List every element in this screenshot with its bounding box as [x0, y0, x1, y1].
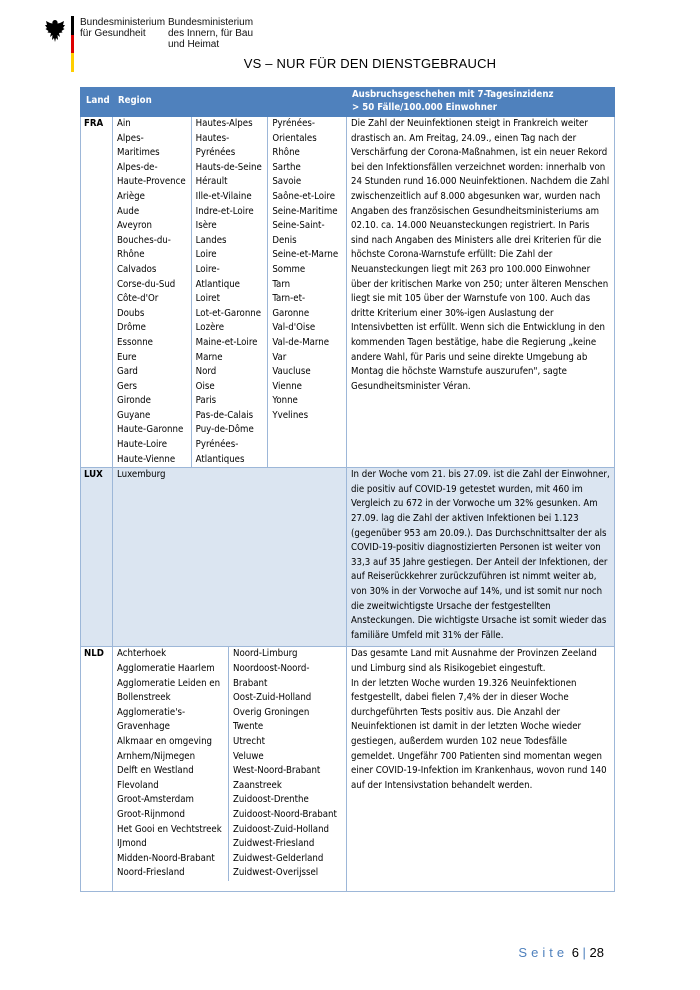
region-item: Oost-Zuid-Holland — [233, 692, 312, 704]
region-column — [191, 117, 268, 467]
region-item: Yonne — [272, 395, 298, 407]
region-item: Corse-du-Sud — [117, 278, 176, 290]
region-item: Arnhem/Nijmegen — [117, 750, 196, 762]
current-page: 6 — [571, 945, 579, 960]
region-column — [228, 647, 346, 881]
region-item: Noord-Friesland — [117, 867, 185, 879]
region-item: Midden-Noord-Brabant — [117, 852, 215, 864]
region-item: Puy-de-Dôme — [195, 424, 254, 436]
region-name: Luxemburg — [117, 469, 166, 481]
region-item: Haute-Garonne — [117, 424, 184, 436]
region-item: Haute-Loire — [117, 439, 168, 451]
flag-stripe-red — [71, 35, 74, 54]
region-item: Doubs — [117, 307, 145, 319]
region-item: Sarthe — [272, 161, 301, 173]
region-item: Marne — [195, 351, 223, 363]
region-item: Alpes-de- — [117, 161, 158, 173]
outbreak-text: Die Zahl der Neuinfektionen steigt in Frankreich weiter drastisch an. Am Freitag, 24.09., einen Tag nach der Verschärfung der Corona-Maßnahmen, ist ein neuer Rekord bei den Infektionsfällen verzeichnet worden: innerhalb von 24 Stunden rund 16.000 Neuinfektionen. Nachdem die Zahl zwischenzeitlich auf 8.000 abgesunken war, wurden nach Angaben des französischen Gesundheitsministeriums am 02.10. ca. 14.000 Neuansteckungen registriert. In Paris sind nach Angaben des Ministers alle drei Kriterien für die höchste Corona-Warnstufe erfüllt: Die Zahl der Neuansteckungen liegt mit 263 pro 100.000 Einwohner über der kritischen Marke von 250; unter älteren Menschen liegt sie mit 105 über der Warnstufe von 100. Auch das dritte Kriterium einer 30%-igen Auslastung der Intensivbetten ist erfüllt. Wenn sich die Entwicklung in den kommenden Tagen bestätige, habe die Regierung „keine andere Wahl, für Paris und seine direkte Umgebung ab Montag die höchste Warnstufe auszurufen", sagte Gesundheitsminister Véran. — [351, 118, 613, 392]
region-item: Ain — [117, 118, 131, 129]
region-item: Ariège — [117, 190, 145, 202]
region-item: Hautes-Alpes — [195, 118, 253, 129]
region-item: Somme — [272, 263, 306, 275]
region-item: Atlantique — [195, 278, 240, 290]
region-item: Aude — [117, 205, 140, 217]
region-item: Hautes- — [195, 132, 230, 144]
table-row-nld — [81, 647, 615, 892]
region-item: Yvelines — [272, 409, 309, 421]
region-item: Overig Groningen — [233, 706, 310, 718]
region-item: Maritimes — [117, 147, 160, 159]
region-item: Vaucluse — [272, 366, 311, 378]
german-flag-bar — [71, 16, 74, 72]
region-item: Tarn-et- — [272, 293, 306, 305]
land-code: FRA — [81, 117, 113, 468]
region-item: Essonne — [117, 336, 153, 348]
ministry-interior-name: Bundesministerium des Innern, für Bau und Heimat — [168, 17, 254, 50]
region-item: Het Gooi en Vechtstreek — [117, 823, 222, 835]
region-item: Guyane — [117, 409, 151, 421]
region-item: Utrecht — [233, 735, 265, 747]
region-item: Drôme — [117, 322, 146, 334]
region-item: Denis — [272, 234, 297, 246]
region-item: Pyrénées- — [272, 118, 315, 129]
region-item: Ille-et-Vilaine — [195, 190, 252, 202]
region-item: West-Noord-Brabant — [233, 765, 321, 777]
region-item: Hérault — [195, 176, 228, 188]
region-item: IJmond — [117, 838, 147, 850]
region-item: Delft en Westland — [117, 765, 194, 777]
region-item: Flevoland — [117, 779, 159, 791]
region-item: Indre-et-Loire — [195, 205, 254, 217]
table-row-lux — [81, 468, 615, 647]
flag-stripe-black — [71, 16, 74, 35]
outbreak-cell — [347, 117, 615, 468]
region-item: Agglomeratie Leiden en — [117, 677, 221, 689]
region-item: Gironde — [117, 395, 151, 407]
outbreak-table — [80, 87, 615, 892]
region-item: Rhône — [117, 249, 145, 261]
region-item: Groot-Amsterdam — [117, 794, 194, 806]
region-item: Zuidoost-Drenthe — [233, 794, 309, 806]
region-cell — [113, 468, 347, 647]
region-column — [267, 117, 346, 467]
region-item: Pas-de-Calais — [195, 409, 254, 421]
region-item: Tarn — [272, 278, 291, 290]
region-item: Val-d'Oise — [272, 322, 316, 334]
header-region: Region — [113, 88, 347, 117]
region-item: Loire- — [195, 263, 220, 275]
region-item: Savoie — [272, 176, 302, 188]
region-item: Rhône — [272, 147, 300, 159]
region-cell — [113, 117, 347, 468]
region-item: Paris — [195, 395, 217, 407]
region-item: Oise — [195, 380, 215, 392]
region-item: Maine-et-Loire — [195, 336, 258, 348]
federal-eagle-icon — [44, 18, 66, 44]
outbreak-cell — [347, 647, 615, 892]
region-item: Isère — [195, 220, 217, 232]
region-item: Zuidwest-Friesland — [233, 838, 315, 850]
outbreak-text: Das gesamte Land mit Ausnahme der Provinzen Zeeland und Limburg sind als Risikogebiet eingestuft. In der letzten Woche wurden 19.326 Neuinfektionen festgestellt, dabei fielen 7,4% der in dieser Woche durchgeführten Tests positiv aus. Die Anzahl der Neuinfektionen ist damit in der letzten Woche wieder gestiegen, außerdem wurden 102 neue Todesfälle gemeldet. Ungefähr 700 Patienten sind momentan wegen einer COVID-19-Infektion im Krankenhaus, wovon rund 140 auf der Intensivstation behandelt werden. — [351, 648, 607, 791]
table-row-fra — [81, 117, 615, 468]
region-item: Bouches-du- — [117, 234, 171, 246]
classification-heading: VS – NUR FÜR DEN DIENSTGEBRAUCH — [243, 56, 497, 71]
region-item: Bollenstreek — [117, 692, 171, 704]
region-item: Zuidoost-Zuid-Holland — [233, 823, 330, 835]
region-item: Aveyron — [117, 220, 152, 232]
region-item: Agglomeratie Haarlem — [117, 662, 215, 674]
region-item: Hauts-de-Seine — [195, 161, 262, 173]
ministry-health-name: Bundesministerium für Gesundheit — [80, 17, 166, 39]
header-outbreak: Ausbruchsgeschehen mit 7-Tagesinzidenz > 50 Fälle/100.000 Einwohner — [347, 88, 615, 117]
region-item: Lot-et-Garonne — [195, 307, 262, 319]
region-item: Calvados — [117, 263, 157, 275]
region-item: Gers — [117, 380, 138, 392]
total-pages: 28 — [589, 945, 604, 960]
region-item: Var — [272, 351, 287, 363]
region-item: Val-de-Marne — [272, 336, 330, 348]
table-header-row — [81, 88, 615, 117]
region-item: Seine-Saint- — [272, 220, 325, 232]
region-item: Saône-et-Loire — [272, 190, 336, 202]
region-item: Landes — [195, 234, 227, 246]
region-item: Groot-Rijnmond — [117, 808, 185, 820]
header-land: Land — [81, 88, 113, 117]
region-item: Loiret — [195, 293, 221, 305]
region-item: Seine-et-Marne — [272, 249, 339, 261]
page-number: Seite 6 | 28 — [518, 945, 604, 960]
region-item: Gravenhage — [117, 721, 170, 733]
region-item: Vienne — [272, 380, 302, 392]
outbreak-cell — [347, 468, 615, 647]
region-item: Alkmaar en omgeving — [117, 735, 213, 747]
region-item: Alpes- — [117, 132, 144, 144]
region-item: Orientales — [272, 132, 317, 144]
region-item: Nord — [195, 366, 217, 378]
land-code: NLD — [81, 647, 113, 892]
region-item: Lozère — [195, 322, 225, 334]
region-item: Achterhoek — [117, 648, 167, 660]
region-item: Zuidwest-Gelderland — [233, 852, 324, 864]
region-cell — [113, 647, 347, 892]
region-item: Veluwe — [233, 750, 264, 762]
region-item: Atlantiques — [195, 453, 245, 465]
region-item: Gard — [117, 366, 138, 378]
region-column — [113, 117, 191, 467]
page-label: Seite — [518, 945, 569, 960]
region-item: Haute-Provence — [117, 176, 186, 188]
region-item: Zuidoost-Noord-Brabant — [233, 808, 337, 820]
region-item: Garonne — [272, 307, 310, 319]
region-item: Noord-Limburg — [233, 648, 298, 660]
region-item: Agglomeratie's- — [117, 706, 186, 718]
region-item: Seine-Maritime — [272, 205, 338, 217]
region-item: Eure — [117, 351, 137, 363]
region-item: Brabant — [233, 677, 268, 689]
region-item: Pyrénées- — [195, 439, 239, 451]
region-item: Côte-d'Or — [117, 293, 159, 305]
region-item: Twente — [233, 721, 264, 733]
region-item: Haute-Vienne — [117, 453, 176, 465]
region-item: Zuidwest-Overijssel — [233, 867, 319, 879]
region-item: Loire — [195, 249, 217, 261]
land-code: LUX — [81, 468, 113, 647]
outbreak-text: In der Woche vom 21. bis 27.09. ist die Zahl der Einwohner, die positiv auf COVID-19 getestet wurden, mit 460 im Vergleich zu 672 in der Vorwoche um 32% gesunken. Am 27.09. lag die Zahl der aktiven Infektionen bei 1.123 (gegenüber 953 am 20.09.). Das Durchschnittsalter der als COVID-19-positiv diagnostizierten Personen ist weiter von 33,3 auf 35 Jahre gestiegen. Der Anteil der Infektionen, der auf Reiserückkehrer zurückzuführen ist nimmt weiter ab, von 30% in der Vorwoche auf 14%, und ist somit nur noch die zweitwichtigste Ursache der festgestellten Ansteckungen. Die wichtigste Ursache ist somit wieder das familiäre Umfeld mit 31% der Fälle. — [351, 469, 613, 641]
region-item: Zaanstreek — [233, 779, 282, 791]
region-column — [113, 647, 228, 881]
flag-stripe-gold — [71, 53, 74, 72]
region-item: Noordoost-Noord- — [233, 662, 310, 674]
region-item: Pyrénées — [195, 147, 236, 159]
